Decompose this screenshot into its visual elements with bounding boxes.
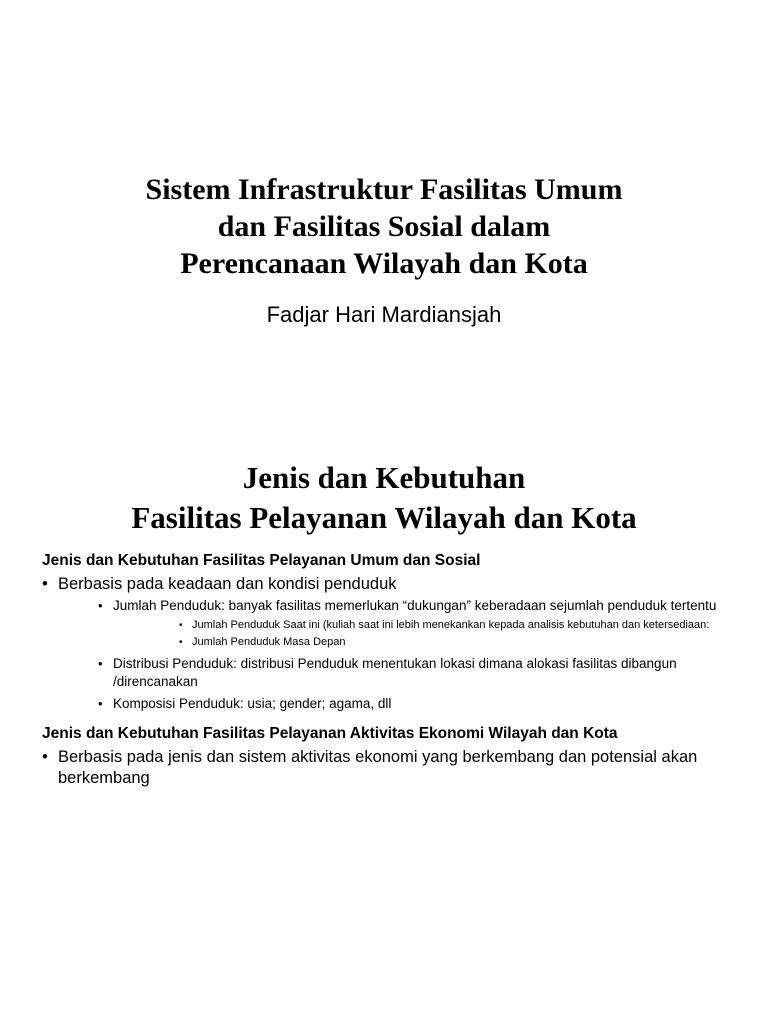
list-item <box>113 617 732 634</box>
list-item-text: Distribusi Penduduk: distribusi Penduduk menentukan lokasi dimana alokasi fasilitas dibangun /direncanakan <box>113 656 677 689</box>
presentation-title <box>0 171 768 282</box>
list-item-text: Jumlah Penduduk: banyak fasilitas memerlukan “dukungan” keberadaan sejumlah penduduk tertentu <box>113 598 717 613</box>
slide-title <box>0 458 768 538</box>
title-line: dan Fasilitas Sosial dalam <box>217 210 551 243</box>
title-slide <box>0 0 768 420</box>
list-item <box>42 747 732 789</box>
title-line: Fasilitas Pelayanan Wilayah dan Kota <box>131 500 637 535</box>
list-item <box>58 695 732 713</box>
author-name: Fadjar Hari Mardiansjah <box>266 302 502 327</box>
sub-sub-bullet-list <box>113 617 732 651</box>
list-item-text: Berbasis pada keadaan dan kondisi penduduk <box>58 575 397 593</box>
bullet-icon: • <box>42 575 48 593</box>
bullet-icon: • <box>98 598 103 613</box>
list-item <box>58 655 732 691</box>
bullet-icon: • <box>98 656 103 671</box>
bullet-icon: • <box>179 637 183 648</box>
title-line: Sistem Infrastruktur Fasilitas Umum <box>145 173 623 206</box>
bullet-icon: • <box>98 696 103 711</box>
bullet-icon: • <box>179 620 183 631</box>
title-line: Jenis dan Kebutuhan <box>242 460 526 495</box>
list-item <box>42 574 732 713</box>
list-item-text: Jumlah Penduduk Saat ini (kuliah saat ini lebih menekankan kepada analisis kebutuhan dan ketersediaan: <box>192 619 710 631</box>
list-item <box>58 597 732 651</box>
bullet-icon: • <box>42 748 48 766</box>
section-economic-activity <box>42 723 732 789</box>
section-public-social <box>42 550 732 713</box>
section-heading: Jenis dan Kebutuhan Fasilitas Pelayanan Aktivitas Ekonomi Wilayah dan Kota <box>42 725 618 742</box>
list-item-text: Berbasis pada jenis dan sistem aktivitas ekonomi yang berkembang dan potensial akan berkembang <box>58 748 698 787</box>
list-item <box>113 634 732 651</box>
title-line: Perencanaan Wilayah dan Kota <box>180 247 588 280</box>
slide-body <box>42 550 732 793</box>
bullet-list <box>42 747 732 789</box>
list-item-text: Jumlah Penduduk Masa Depan <box>192 636 346 648</box>
bullet-list <box>42 574 732 713</box>
content-slide <box>0 420 768 1024</box>
list-item-text: Komposisi Penduduk: usia; gender; agama, dll <box>113 696 392 711</box>
section-heading: Jenis dan Kebutuhan Fasilitas Pelayanan Umum dan Sosial <box>42 552 481 569</box>
sub-bullet-list <box>58 597 732 713</box>
